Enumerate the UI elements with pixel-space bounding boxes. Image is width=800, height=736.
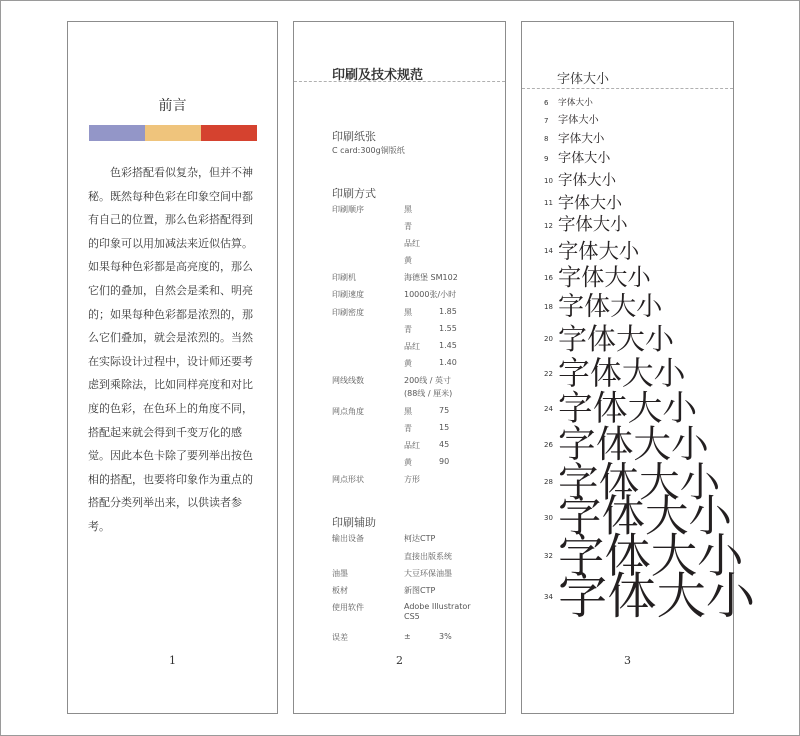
page-number: 3	[624, 654, 631, 667]
density-color: 青	[404, 325, 412, 334]
order-value: 黑	[404, 205, 412, 214]
font-size-sample-text: 字体大小	[558, 97, 593, 108]
page-font-sizes	[521, 21, 756, 714]
density-color: 品红	[404, 342, 420, 351]
angle-color: 黑	[404, 407, 412, 416]
font-size-number: 8	[544, 135, 549, 143]
speed-label: 印刷速度	[332, 290, 364, 299]
ink-value: 大豆环保油墨	[404, 569, 452, 578]
density-color: 黑	[404, 308, 412, 317]
page-preface	[67, 21, 278, 714]
dot-label: 网点形状	[332, 475, 364, 484]
preface-body: 色彩搭配看似复杂，但并不神秘。既然每种色彩在印象空间中都有自己的位置，那么色彩搭配得到的印象可以用加减法来近似估算。如果每种色彩都是高亮度的，那么它们的叠加，自然会是柔和、明亮的；如果每种色彩都是浓烈的，那么它们叠加，就会是浓烈的。当然在实际设计过程中，设计师还要考虑到乘除法，比如同样亮度和对比度的色彩，在色环上的角度不同，搭配起来就会得到千变万化的感觉。因此本色卡除了要列举出按色相的搭配，也要将印象作为重点的搭配分类列举出来，以供读者参考。	[88, 166, 253, 533]
speed-value: 10000张/小时	[404, 290, 457, 299]
output-value: 柯达CTP	[404, 534, 436, 543]
paper-value: C card:300g铜版纸	[332, 146, 405, 155]
screen-value: 200线 / 英寸	[404, 376, 452, 385]
density-value: 1.40	[439, 358, 457, 367]
font-size-sample-text: 字体大小	[558, 291, 663, 322]
font-size-sample-text: 字体大小	[558, 422, 709, 467]
font-size-number: 6	[544, 99, 549, 107]
density-label: 印刷密度	[332, 308, 364, 317]
font-size-number: 30	[544, 514, 553, 522]
order-value: 青	[404, 222, 412, 231]
density-value: 1.45	[439, 341, 457, 350]
font-size-sample-text: 字体大小	[558, 114, 599, 126]
page-number: 2	[396, 654, 403, 667]
font-size-sample-text: 字体大小	[558, 528, 744, 583]
dashed-divider	[294, 81, 505, 82]
font-size-sample-text: 字体大小	[558, 151, 611, 167]
error-label: 误差	[332, 633, 348, 642]
error-value: 3%	[439, 632, 452, 641]
dot-value: 方形	[404, 475, 420, 484]
swatch-yellow	[145, 125, 201, 141]
screen-label: 网线线数	[332, 376, 364, 385]
plate-label: 板材	[332, 586, 348, 595]
font-size-sample-text: 字体大小	[558, 321, 675, 356]
font-size-sample-text: 字体大小	[558, 567, 756, 626]
ink-label: 油墨	[332, 569, 348, 578]
font-size-sample-text: 字体大小	[558, 238, 640, 263]
screen-value-metric: (88线 / 厘米)	[404, 389, 453, 398]
font-size-sample-text: 字体大小	[558, 354, 686, 393]
angle-value: 45	[439, 440, 450, 449]
section-method-title: 印刷方式	[332, 187, 376, 200]
angle-value: 90	[439, 457, 450, 466]
swatch-purple	[89, 125, 145, 141]
machine-value: 海德堡 SM102	[404, 273, 458, 282]
machine-label: 印刷机	[332, 273, 356, 282]
specs-title: 印刷及技术规范	[332, 68, 424, 83]
angle-value: 75	[439, 406, 450, 415]
order-label: 印刷顺序	[332, 205, 364, 214]
order-value: 品红	[404, 239, 420, 248]
software-label: 使用软件	[332, 603, 364, 612]
font-size-number: 34	[544, 593, 553, 601]
error-sign: ±	[404, 632, 411, 641]
font-size-sample-text: 字体大小	[558, 457, 721, 506]
font-size-number: 32	[544, 552, 553, 560]
angle-color: 青	[404, 424, 412, 433]
font-size-number: 26	[544, 441, 553, 449]
page-print-specs	[293, 21, 506, 714]
swatch-red	[201, 125, 257, 141]
font-size-number: 9	[544, 155, 549, 163]
font-size-number: 11	[544, 199, 553, 207]
font-size-number: 22	[544, 370, 553, 378]
angle-label: 网点角度	[332, 407, 364, 416]
font-size-number: 16	[544, 274, 553, 282]
plate-value: 新图CTP	[404, 586, 436, 595]
font-size-number: 28	[544, 478, 553, 486]
density-color: 黄	[404, 359, 412, 368]
density-value: 1.85	[439, 307, 457, 316]
font-size-sample-text: 字体大小	[558, 172, 616, 189]
angle-value: 15	[439, 423, 450, 432]
output-label: 输出设备	[332, 534, 364, 543]
section-aux-title: 印刷辅助	[332, 516, 376, 529]
font-size-number: 7	[544, 117, 549, 125]
output-value: 直接出版系统	[404, 552, 452, 561]
section-paper-title: 印刷纸张	[332, 130, 376, 143]
font-size-title: 字体大小	[557, 72, 610, 87]
font-size-number: 10	[544, 177, 553, 185]
font-size-number: 20	[544, 335, 553, 343]
color-swatch-bar	[89, 125, 257, 141]
angle-color: 黄	[404, 458, 412, 467]
page-number: 1	[169, 654, 176, 667]
software-value: Adobe Illustrator CS5	[404, 602, 471, 621]
font-size-number: 12	[544, 222, 553, 230]
font-size-number: 14	[544, 247, 553, 255]
font-size-number: 24	[544, 405, 553, 413]
dashed-divider	[522, 88, 733, 89]
font-size-sample-text: 字体大小	[558, 264, 651, 292]
angle-color: 品红	[404, 441, 420, 450]
font-size-sample-text: 字体大小	[558, 131, 605, 146]
font-size-number: 18	[544, 303, 553, 311]
font-size-sample-text: 字体大小	[558, 193, 623, 212]
font-size-sample-text: 字体大小	[558, 492, 732, 543]
preface-title: 前言	[158, 98, 187, 114]
density-value: 1.55	[439, 324, 457, 333]
font-size-sample-text: 字体大小	[558, 215, 628, 236]
font-size-sample-text: 字体大小	[558, 388, 698, 429]
order-value: 黄	[404, 256, 412, 265]
